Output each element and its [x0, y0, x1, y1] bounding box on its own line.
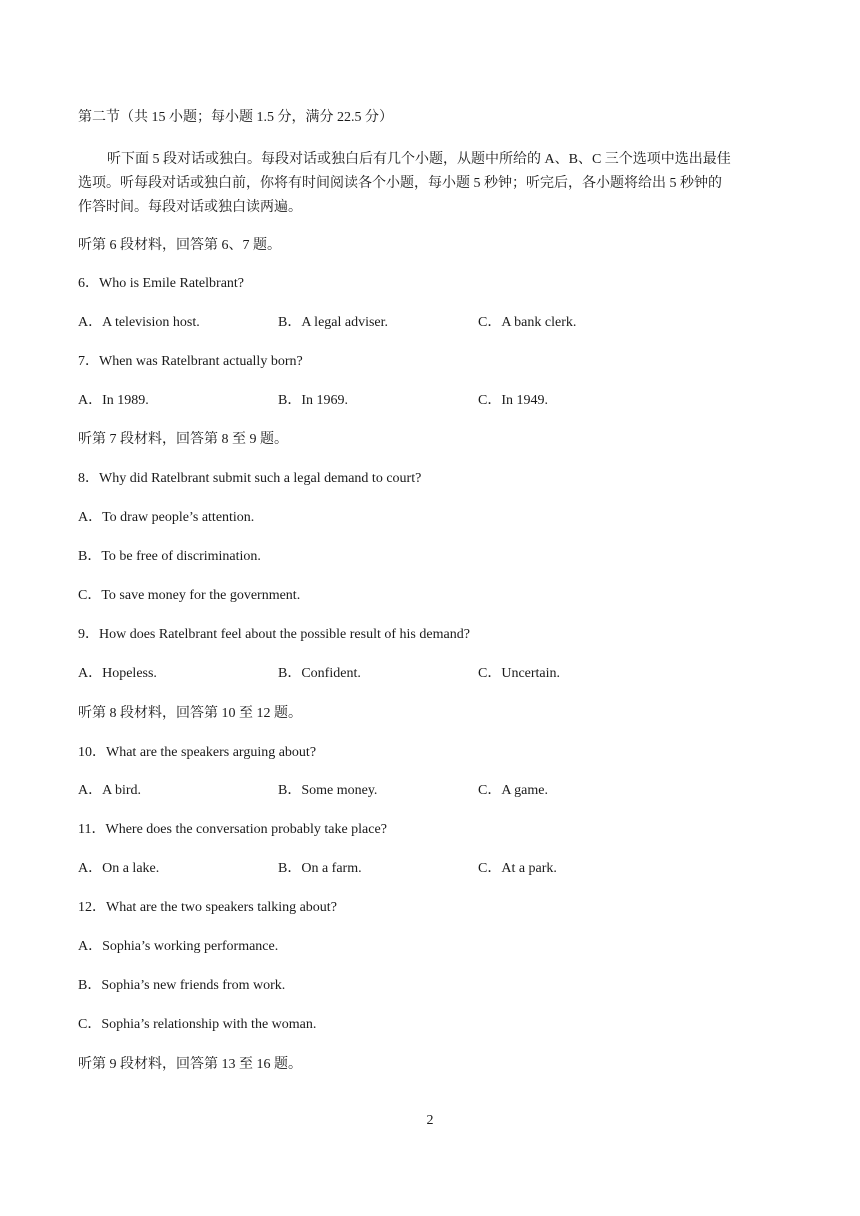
- question-9-option-a: A．Hopeless.: [78, 666, 157, 681]
- passage-8-heading: 听第 8 段材料，回答第 10 至 12 题。: [78, 706, 302, 721]
- instructions-line-1: 听下面 5 段对话或独白。每段对话或独白后有几个小题，从题中所给的 A、B、C 三个选项中选出最佳: [107, 152, 731, 167]
- question-8: 8．Why did Ratelbrant submit such a legal demand to court?: [78, 471, 422, 486]
- passage-7-heading: 听第 7 段材料，回答第 8 至 9 题。: [78, 432, 288, 447]
- question-7: 7．When was Ratelbrant actually born?: [78, 354, 303, 369]
- instructions-line-2: 选项。听每段对话或独白前，你将有时间阅读各个小题，每小题 5 秒钟；听完后，各小题将给出 5 秒钟的: [78, 176, 722, 191]
- question-9: 9．How does Ratelbrant feel about the possible result of his demand?: [78, 627, 470, 642]
- question-9-option-b: B．Confident.: [278, 666, 361, 681]
- question-12-option-a: A．Sophia’s working performance.: [78, 939, 279, 954]
- section-header: 第二节（共 15 小题；每小题 1.5 分，满分 22.5 分）: [78, 110, 393, 125]
- question-6-option-b: B．A legal adviser.: [278, 315, 389, 330]
- question-6-option-c: C．A bank clerk.: [478, 315, 577, 330]
- passage-9-heading: 听第 9 段材料，回答第 13 至 16 题。: [78, 1057, 302, 1072]
- question-6: 6．Who is Emile Ratelbrant?: [78, 276, 245, 291]
- question-12: 12．What are the two speakers talking about?: [78, 900, 337, 915]
- page-number: 2: [426, 1113, 434, 1128]
- question-10-option-c: C．A game.: [478, 783, 548, 798]
- question-8-option-b: B．To be free of discrimination.: [78, 549, 261, 564]
- question-10-option-b: B．Some money.: [278, 783, 378, 798]
- question-8-option-c: C．To save money for the government.: [78, 588, 301, 603]
- question-10: 10．What are the speakers arguing about?: [78, 745, 317, 760]
- question-11-option-b: B．On a farm.: [278, 861, 362, 876]
- question-10-option-a: A．A bird.: [78, 783, 141, 798]
- instructions-line-3: 作答时间。每段对话或独白读两遍。: [78, 200, 302, 215]
- question-7-option-c: C．In 1949.: [478, 393, 548, 408]
- question-11: 11．Where does the conversation probably take place?: [78, 822, 387, 837]
- question-6-option-a: A．A television host.: [78, 315, 200, 330]
- question-8-option-a: A．To draw people’s attention.: [78, 510, 255, 525]
- question-7-option-b: B．In 1969.: [278, 393, 348, 408]
- passage-6-heading: 听第 6 段材料，回答第 6、7 题。: [78, 238, 281, 253]
- question-12-option-b: B．Sophia’s new friends from work.: [78, 978, 286, 993]
- question-11-option-c: C．At a park.: [478, 861, 557, 876]
- question-11-option-a: A．On a lake.: [78, 861, 160, 876]
- question-12-option-c: C．Sophia’s relationship with the woman.: [78, 1017, 317, 1032]
- question-7-option-a: A．In 1989.: [78, 393, 149, 408]
- question-9-option-c: C．Uncertain.: [478, 666, 561, 681]
